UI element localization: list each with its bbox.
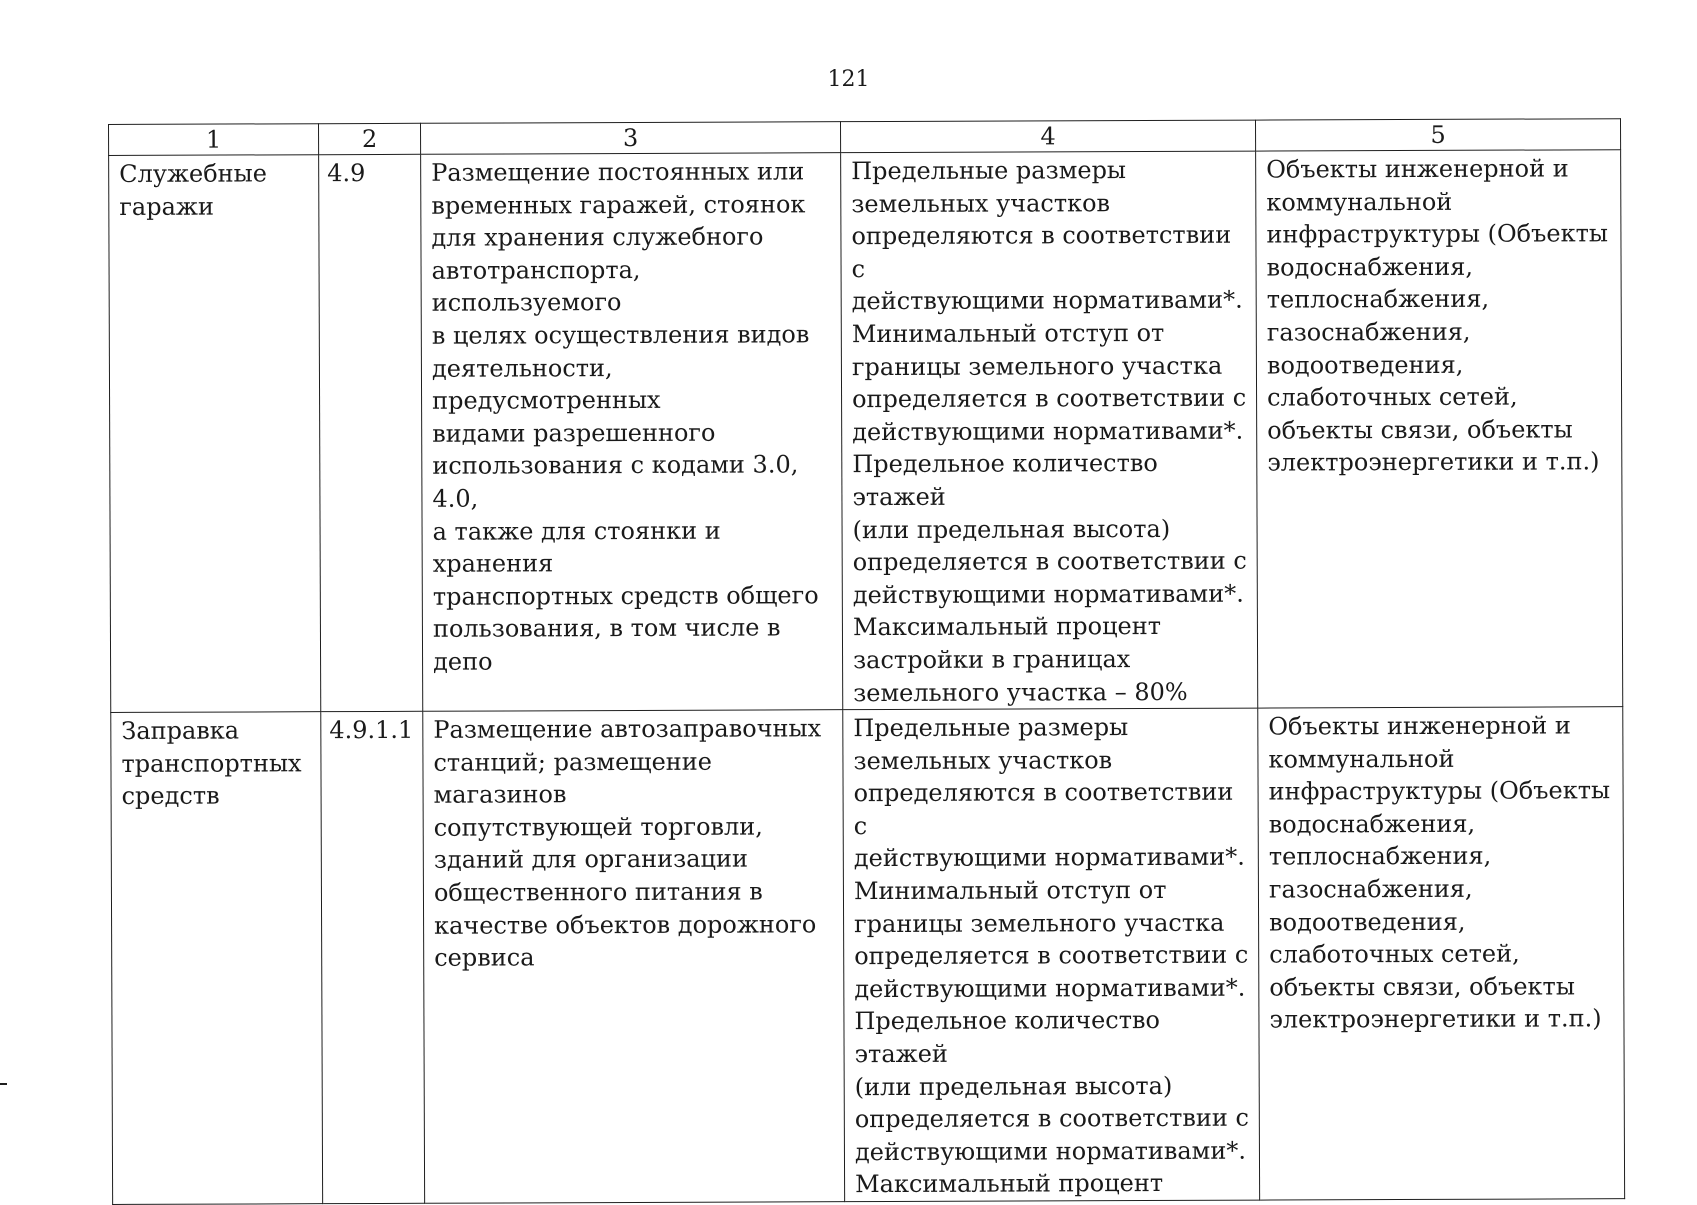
use-code: 4.9 <box>327 159 366 188</box>
use-code: 4.9.1.1 <box>329 715 414 745</box>
column-header-5: 5 <box>1255 119 1620 151</box>
column-header-3: 3 <box>420 122 840 155</box>
table-row <box>109 150 1623 713</box>
page-number: 121 <box>827 67 870 92</box>
use-code-cell <box>321 711 425 1203</box>
use-parameters-cell <box>841 151 1258 710</box>
column-header-2: 2 <box>319 123 421 154</box>
use-infrastructure: Объекты инженерной и коммунальной инфраструктуры (Объекты водоснабжения, теплоснабжения, газоснабжения, водоотведения, слаботочных сетей, объекты связи, объекты электроэнергетики и т.п.) <box>1266 154 1608 477</box>
margin-mark <box>0 1083 7 1085</box>
use-code-cell <box>319 154 423 711</box>
use-name-cell <box>109 155 321 713</box>
use-infrastructure-cell <box>1256 150 1623 708</box>
use-name: Заправка транспортных средств <box>121 716 302 811</box>
use-infrastructure: Объекты инженерной и коммунальной инфраструктуры (Объекты водоснабжения, теплоснабжения, газоснабжения, водоотведения, слаботочных сетей, объекты связи, объекты электроэнергетики и т.п.) <box>1268 711 1611 1034</box>
column-header-1: 1 <box>109 124 319 156</box>
use-description-cell <box>423 710 845 1204</box>
use-parameters: Предельные размеры земельных участков определяются в соответствии с действующими нормативами*. Минимальный отступ от границы земельного участка определяется в соответствии с действующими нормативами*. Предельное количество этажей (или предельная высота) определяется в соответствии с действующими нормативами*. Максимальный процент <box>853 713 1250 1199</box>
use-name-cell <box>111 712 323 1205</box>
use-parameters: Предельные размеры земельных участков определяются в соответствии с действующими нормативами*. Минимальный отступ от границы земельного участка определяется в соответствии с действующими нормативами*. Предельное количество этажей (или предельная высота) определяется в соответствии с действующими нормативами*. Максимальный процент застройки в границах земельного участка – 80% <box>851 156 1247 707</box>
column-header-4: 4 <box>840 120 1255 153</box>
land-use-table <box>108 118 1625 1205</box>
use-infrastructure-cell <box>1258 707 1625 1200</box>
use-description: Размещение автозаправочных станций; размещение магазинов сопутствующей торговли, зданий для организации общественного питания в качестве объектов дорожного сервиса <box>433 714 822 973</box>
table-body <box>109 150 1625 1205</box>
use-description: Размещение постоянных или временных гаражей, стоянок для хранения служебного автотранспорта, используемого в целях осуществления видов деятельности, предусмотренных видами разрешенного использования с кодами 3.0, 4.0, а также для стоянки и хранения транспортных средств общего пользования, в том числе в депо <box>431 157 819 676</box>
use-description-cell <box>421 153 843 712</box>
table-row <box>111 707 1625 1205</box>
use-parameters-cell <box>843 708 1260 1201</box>
use-name: Служебные гаражи <box>119 159 268 221</box>
